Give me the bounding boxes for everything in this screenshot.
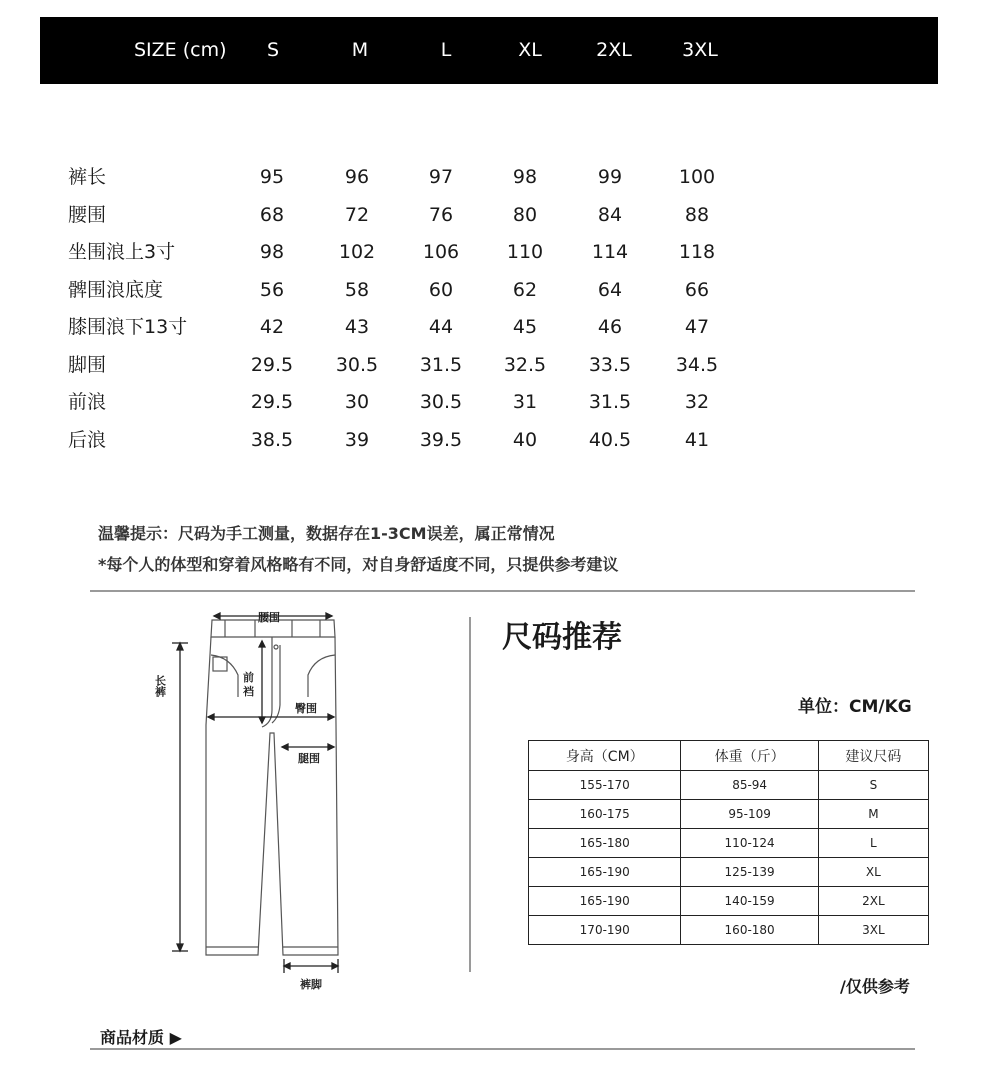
size-header-xl: XL xyxy=(518,39,542,61)
table-row xyxy=(529,829,929,858)
unit-label: 单位：CM/KG xyxy=(798,697,912,717)
reference-note: /仅供参考 xyxy=(840,977,910,996)
diagram-label-thigh: 腿围 xyxy=(298,752,320,765)
row-value: 39 xyxy=(344,429,370,451)
size-header-s: S xyxy=(266,39,280,61)
cell-size: XL xyxy=(818,858,928,887)
row-value: 38.5 xyxy=(250,429,294,451)
header-size: 建议尺码 xyxy=(818,741,928,771)
table-row xyxy=(529,887,929,916)
diagram-label-front-rise-2: 裆 xyxy=(243,685,254,698)
size-header-m: M xyxy=(351,39,369,61)
size-row-waist xyxy=(0,197,990,234)
row-value: 99 xyxy=(597,166,623,188)
table-row xyxy=(529,858,929,887)
row-value: 84 xyxy=(597,204,623,226)
row-value: 31.5 xyxy=(588,391,632,413)
size-header-l: L xyxy=(440,39,452,61)
size-row-front-rise xyxy=(0,384,990,421)
row-value: 98 xyxy=(512,166,538,188)
diagram-label-waist: 腰围 xyxy=(258,611,280,624)
row-label: 前浪 xyxy=(68,391,107,413)
cell-height: 170-190 xyxy=(529,916,681,945)
diagram-label-front-rise-1: 前 xyxy=(243,671,254,684)
diagram-label-length: 长裤 xyxy=(153,675,167,697)
cell-size: M xyxy=(818,800,928,829)
cell-weight: 125-139 xyxy=(681,858,818,887)
cell-weight: 95-109 xyxy=(681,800,818,829)
row-value: 42 xyxy=(259,316,285,338)
size-row-hip xyxy=(0,234,990,271)
cell-height: 160-175 xyxy=(529,800,681,829)
row-value: 58 xyxy=(344,279,370,301)
header-height: 身高（CM） xyxy=(529,741,681,771)
row-value: 72 xyxy=(344,204,370,226)
size-header-3xl: 3XL xyxy=(682,39,718,61)
row-value: 68 xyxy=(259,204,285,226)
row-value: 56 xyxy=(259,279,285,301)
fit-disclaimer: *每个人的体型和穿着风格略有不同，对自身舒适度不同，只提供参考建议 xyxy=(98,555,619,574)
header-weight: 体重（斤） xyxy=(681,741,818,771)
row-value: 47 xyxy=(684,316,710,338)
size-header-2xl: 2XL xyxy=(596,39,632,61)
cell-height: 165-190 xyxy=(529,858,681,887)
size-row-back-rise xyxy=(0,422,990,459)
row-value: 29.5 xyxy=(250,354,294,376)
row-value: 30.5 xyxy=(419,391,463,413)
size-header-bar xyxy=(40,17,938,84)
row-value: 44 xyxy=(428,316,454,338)
measurement-tip: 温馨提示：尺码为手工测量，数据存在1-3CM误差，属正常情况 xyxy=(98,524,555,543)
cell-weight: 140-159 xyxy=(681,887,818,916)
cell-weight: 110-124 xyxy=(681,829,818,858)
cell-weight: 85-94 xyxy=(681,771,818,800)
row-value: 29.5 xyxy=(250,391,294,413)
row-value: 96 xyxy=(344,166,370,188)
cell-weight: 160-180 xyxy=(681,916,818,945)
divider-vertical xyxy=(469,617,471,972)
row-value: 31.5 xyxy=(419,354,463,376)
cell-size: 2XL xyxy=(818,887,928,916)
row-value: 31 xyxy=(512,391,538,413)
row-value: 66 xyxy=(684,279,710,301)
row-value: 34.5 xyxy=(675,354,719,376)
row-value: 30 xyxy=(344,391,370,413)
row-value: 102 xyxy=(338,241,376,263)
row-value: 95 xyxy=(259,166,285,188)
recommendation-table xyxy=(528,740,929,945)
row-label: 腰围 xyxy=(68,204,107,226)
size-row-pants-length xyxy=(0,159,990,196)
row-value: 76 xyxy=(428,204,454,226)
table-header-row xyxy=(529,741,929,771)
row-value: 43 xyxy=(344,316,370,338)
row-value: 110 xyxy=(506,241,544,263)
row-label: 裤长 xyxy=(68,166,107,188)
row-value: 97 xyxy=(428,166,454,188)
row-value: 32.5 xyxy=(503,354,547,376)
row-value: 118 xyxy=(678,241,716,263)
material-heading: 商品材质 ▶ xyxy=(100,1028,182,1047)
cell-height: 155-170 xyxy=(529,771,681,800)
row-value: 39.5 xyxy=(419,429,463,451)
size-row-thigh xyxy=(0,272,990,309)
row-value: 114 xyxy=(591,241,629,263)
row-value: 62 xyxy=(512,279,538,301)
row-value: 64 xyxy=(597,279,623,301)
row-value: 60 xyxy=(428,279,454,301)
size-row-hem xyxy=(0,347,990,384)
row-value: 30.5 xyxy=(335,354,379,376)
divider-bottom xyxy=(90,1048,915,1050)
cell-height: 165-180 xyxy=(529,829,681,858)
row-label: 髀围浪底度 xyxy=(68,279,164,301)
row-value: 106 xyxy=(422,241,460,263)
row-label: 后浪 xyxy=(68,429,107,451)
row-value: 41 xyxy=(684,429,710,451)
recommendation-title: 尺码推荐 xyxy=(502,620,622,655)
cell-size: L xyxy=(818,829,928,858)
row-label: 膝围浪下13寸 xyxy=(68,316,188,338)
row-value: 88 xyxy=(684,204,710,226)
cell-height: 165-190 xyxy=(529,887,681,916)
row-value: 40.5 xyxy=(588,429,632,451)
cell-size: 3XL xyxy=(818,916,928,945)
row-value: 80 xyxy=(512,204,538,226)
table-row xyxy=(529,771,929,800)
row-label: 坐围浪上3寸 xyxy=(68,241,176,263)
divider-top xyxy=(90,590,915,592)
row-value: 98 xyxy=(259,241,285,263)
row-value: 46 xyxy=(597,316,623,338)
size-row-knee xyxy=(0,309,990,346)
table-row xyxy=(529,916,929,945)
size-unit-label: SIZE (cm) xyxy=(134,39,227,61)
row-value: 40 xyxy=(512,429,538,451)
cell-size: S xyxy=(818,771,928,800)
table-row xyxy=(529,800,929,829)
pants-measurement-diagram xyxy=(150,605,380,990)
row-value: 100 xyxy=(678,166,716,188)
row-value: 32 xyxy=(684,391,710,413)
row-value: 33.5 xyxy=(588,354,632,376)
diagram-label-hem: 裤脚 xyxy=(300,978,322,990)
diagram-label-hip: 臀围 xyxy=(295,702,317,715)
row-label: 脚围 xyxy=(68,354,107,376)
row-value: 45 xyxy=(512,316,538,338)
